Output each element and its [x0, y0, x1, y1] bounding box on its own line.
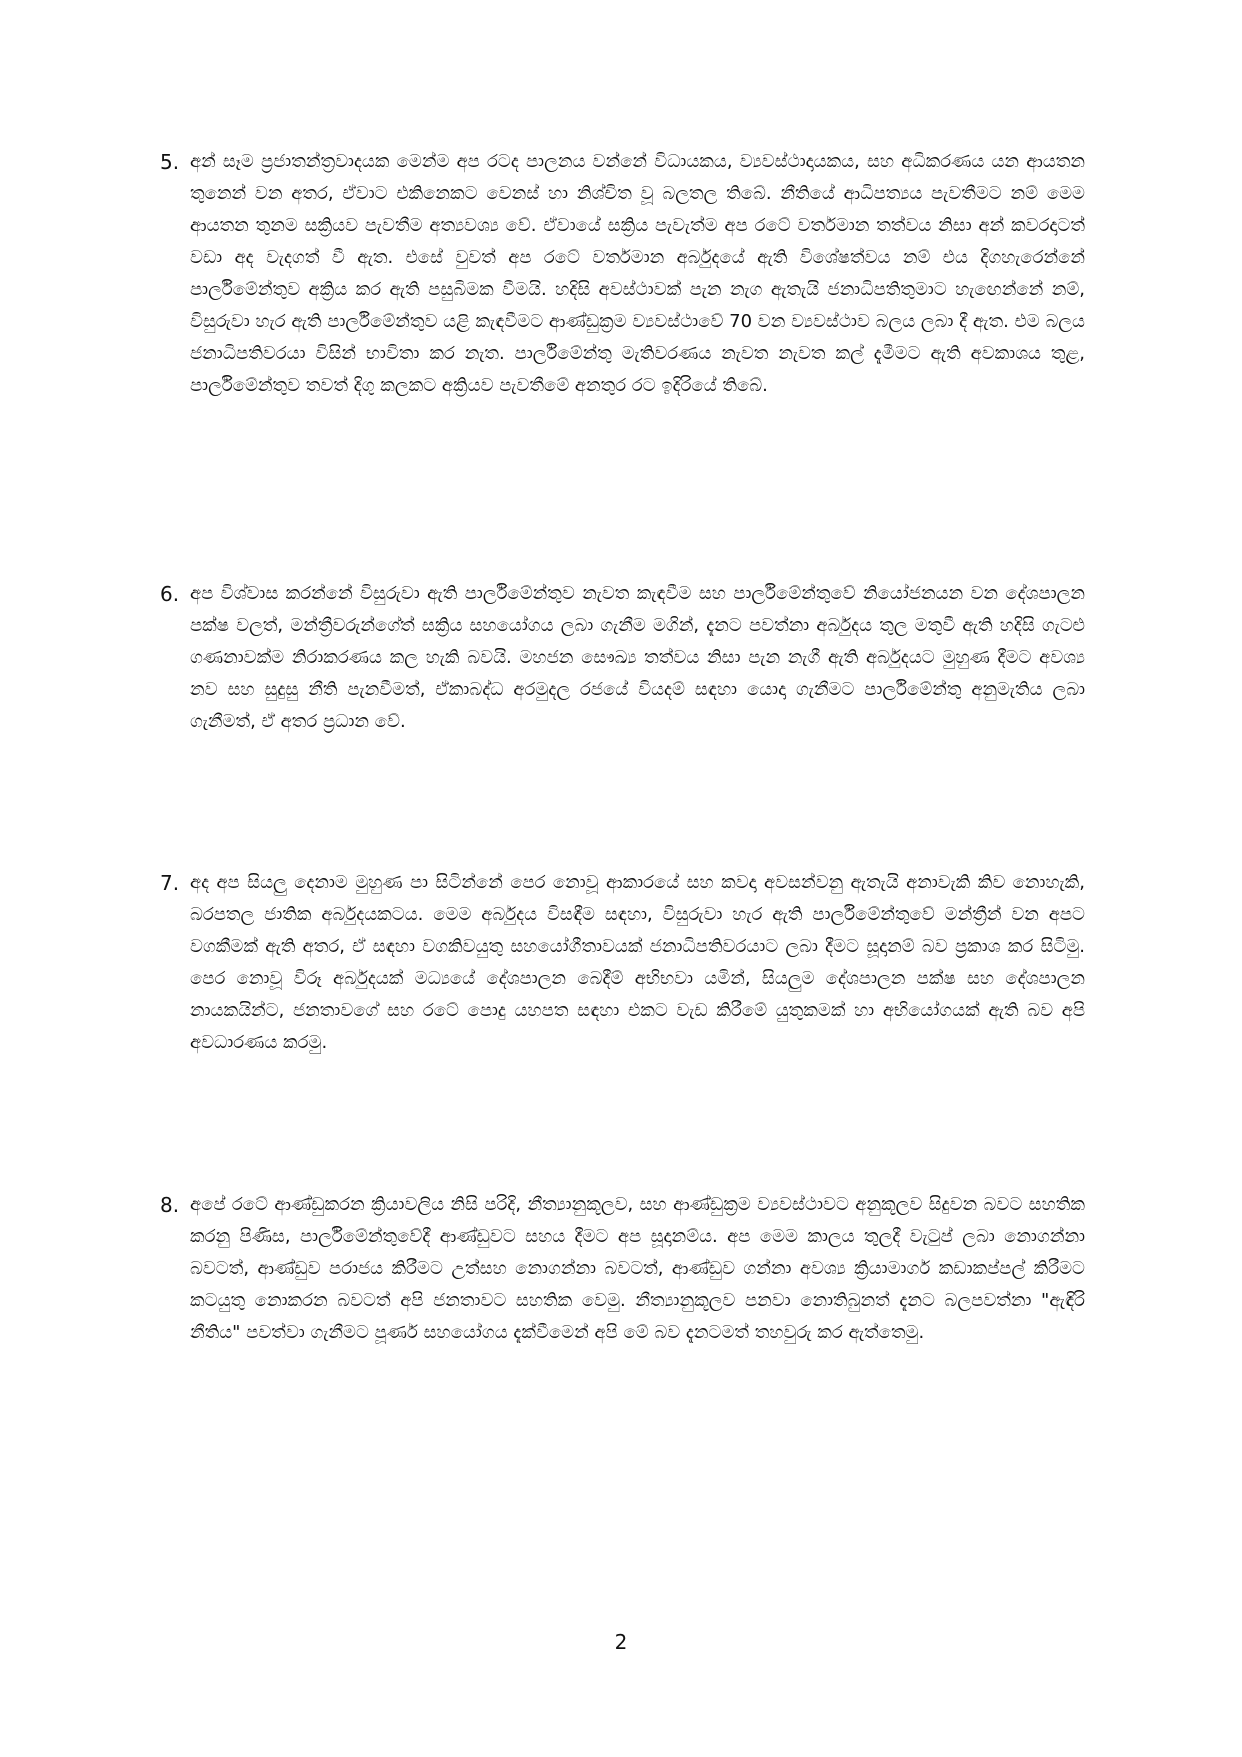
paragraph-5 [160, 146, 1085, 402]
paragraph-text: අපේ රටේ ආණ්ඩුකරන ක්‍රියාවලිය නිසි පරිදි, නීත්‍යානුකූලව, සහ ආණ්ඩුක්‍රම ව්‍යවස්ථාවට අනුකූලව සිදුවන බවට සහතික කරනු පිණිස, පාර්ලිමේන්තුවේදී ආණ්ඩුවට සහය දීමට අප සූදානම්ය. අප මෙම කාලය තුලදී වැටුප් ලබා නොගන්නා බවටත්, ආණ්ඩුව පරාජය කිරීමට උත්සහ නොගන්නා බවටත්, ආණ්ඩුව ගන්නා අවශ්‍ය ක්‍රියාමාර්ග කඩාකප්පල් කිරීමට කටයුතු නොකරන බවටත් අපි ජනතාවට සහතික වෙමු. නීත්‍යානුකූලව පනවා නොතිබුනත් දැනට බලපවත්නා "ඇඳිරි නීතිය" පවත්වා ගැනීමට පූර්ණ සහයෝගය දැක්වීමෙන් අපි මේ බව දැනටමත් තහවුරු කර ඇත්තෙමු. [190, 1194, 1085, 1343]
paragraph-6 [160, 578, 1085, 738]
paragraph-7 [160, 867, 1085, 1059]
paragraph-text: අද අප සියලු දෙනාම මුහුණ පා සිටින්නේ පෙර නොවූ ආකාරයේ සහ කවදා අවසන්වනු ඇතැයි අනාවැකි කිව නොහැකි, බරපතල ජාතික අර්බුදයකටය. මෙම අර්බුදය විසඳීම සඳහා, විසුරුවා හැර ඇති පාර්ලිමේන්තුවේ මන්ත්‍රීන් වන අපට වගකීමක් ඇති අතර, ඒ සඳහා වගකිවයුතු සහයෝගීතාවයක් ජනාධිපතිවරයාට ලබා දීමට සූදානම් බව ප්‍රකාශ කර සිටිමු. පෙර නොවූ විරූ අර්බුදයක් මධ්‍යයේ දේශපාලන බෙදීම් අභිභවා යමින්, සියලුම දේශපාලන පක්ෂ සහ දේශපාලන නායකයින්ට, ජනතාවගේ සහ රටේ පොදු යහපත සඳහා එකට වැඩ කිරීමේ යුතුකමක් හා අභියෝගයක් ඇති බව අපි අවධාරණය කරමු. [190, 872, 1085, 1053]
paragraph-number: 6. [160, 582, 180, 606]
paragraph-text: අන් සෑම ප්‍රජාතන්ත්‍රවාදයක මෙන්ම අප රටද පාලනය වන්නේ විධායකය, ව්‍යවස්ථාදායකය, සහ අධිකරණය යන ආයතන තුනෙන් වන අතර, ඒවාට එකිනෙකට වෙනස් හා නිශ්චිත වූ බලතල තිබේ. නීතියේ ආධිපත්‍යය පැවතීමට නම් මෙම ආයතන තුනම සක්‍රියව පැවතීම අත්‍යවශ්‍ය වේ. ඒවායේ සක්‍රිය පැවැත්ම අප රටේ වර්තමාන තත්වය නිසා අන් කවරදාටත් වඩා අද වැදගත් වී ඇත. එසේ වුවත් අප රටේ වර්තමාන අර්බුදයේ ඇති විශේෂත්වය නම් එය දිගහැරෙන්නේ පාර්ලිමේන්තුව අක්‍රිය කර ඇති පසුබිමක වීමයි. හදිසි අවස්ථාවක් පැන නැග ඇතැයි ජනාධිපතිතුමාට හැඟෙන්නේ නම්, විසුරුවා හැර ඇති පාර්ලිමේන්තුව යළි කැඳවීමට ආණ්ඩුක්‍රම ව්‍යවස්ථාවේ 70 වන ව්‍යවස්ථාව බලය ලබා දී ඇත. එම බලය ජනාධිපතිවරයා විසින් භාවිතා කර නැත. පාර්ලිමේන්තු මැතිවරණය නැවත නැවත කල් දැමීමට ඇති අවකාශය තුළ, පාර්ලිමේන්තුව තවත් දිගු කලකට අක්‍රියව පැවතීමේ අනතුර රට ඉදිරියේ තිබේ. [190, 151, 1085, 396]
page-number: 2 [614, 1630, 628, 1654]
paragraph-number: 5. [160, 150, 180, 174]
paragraph-number: 7. [160, 871, 180, 895]
paragraph-text: අප විශ්වාස කරන්නේ විසුරුවා ඇති පාර්ලිමේන්තුව නැවත කැඳවීම සහ පාර්ලිමේන්තුවේ නියෝජනයන වන දේශපාලන පක්ෂ වලත්, මන්ත්‍රීවරුන්ගේත් සක්‍රිය සහයෝගය ලබා ගැනීම මගින්, දැනට පවත්නා අර්බුදය තුල මතුවී ඇති හදිසි ගැටළු ගණනාවක්ම නිරාකරණය කල හැකි බවයි. මහජන සෞඛ්‍ය තත්වය නිසා පැන නැගී ඇති අර්බුදයට මුහුණ දීමට අවශ්‍ය නව සහ සුදුසු නීති පැනවීමත්, ඒකාබද්ධ අරමුදල රජයේ වියදම් සඳහා යොදා ගැනීමට පාර්ලිමේන්තු අනුමැතිය ලබා ගැනීමත්, ඒ අතර ප්‍රධාන වේ. [190, 583, 1085, 732]
paragraph-number: 8. [160, 1193, 180, 1217]
paragraph-8 [160, 1189, 1085, 1349]
